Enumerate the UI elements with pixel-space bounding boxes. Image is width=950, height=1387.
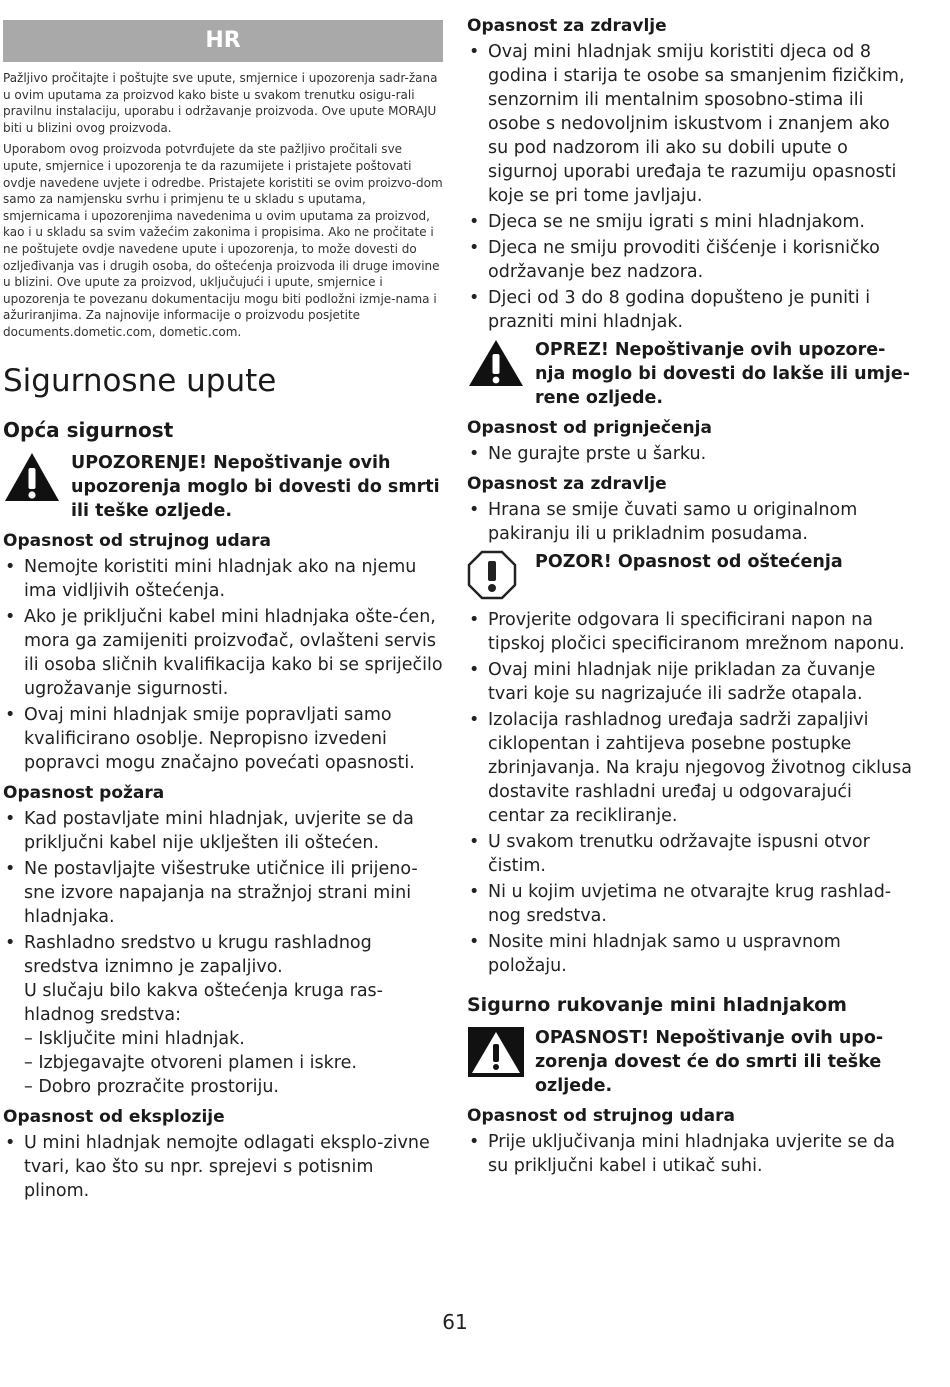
electric-shock-list (3, 555, 443, 775)
health-hazard-heading-2: Opasnost za zdravlje (467, 474, 667, 494)
warning-triangle-icon (3, 451, 65, 507)
list-item: • U mini hladnjak nemojte odlagati eksplo-zivne tvari, kao što su npr. sprejevi s potisnim plinom. (3, 1131, 443, 1203)
electric-shock-list-2 (467, 1130, 912, 1178)
language-bar: HR (3, 20, 443, 62)
list-item: • Ne postavljajte višestruke utičnice ili prijeno-sne izvore napajanja na stražnjoj strani mini hladnjaka. (3, 857, 443, 929)
health-hazard-list (467, 40, 912, 334)
list-item: • Ovaj mini hladnjak smiju koristiti djeca od 8 godina i starija te osobe sa smanjenim fizičkim, senzornim ili mentalnim sposobno-stima ili osobe s nedovoljnim iskustvom i znanjem ako su pod nadzorom ili ako su dobili upute o sigurnoj uporabi uređaja te razumiju opasnosti koje se pri tome javljaju. (467, 40, 912, 208)
caution-text: OPREZ! Nepoštivanje ovih upozore-nja moglo bi dovesti do lakše ili umje-rene ozljede. (535, 340, 910, 408)
electric-shock-heading-2: Opasnost od strujnog udara (467, 1106, 735, 1126)
fire-hazard-list (3, 807, 443, 1099)
danger-text: OPASNOST! Nepoštivanje ovih upo-zorenja dovest će do smrti ili teške ozljede. (535, 1028, 884, 1096)
list-item: • Provjerite odgovara li specificirani napon na tipskoj pločici specificiranom mrežnom naponu. (467, 608, 912, 656)
general-safety-heading: Opća sigurnost (3, 417, 174, 442)
notice-octagon-icon (467, 550, 529, 604)
dash-item: – Isključite mini hladnjak. (24, 1028, 245, 1049)
intro-paragraph-1: Pažljivo pročitajte i poštujte sve upute, smjernice i upozorenja sadr-žana u ovim uputama za proizvod kako biste u svakom trenutku osigu-rali pravilnu instalaciju, uporabu i održavanje proizvoda. Ove upute MORAJU biti u blizini ovog proizvoda. (3, 71, 438, 135)
health-hazard-heading: Opasnost za zdravlje (467, 16, 667, 36)
list-item: • Prije uključivanja mini hladnjaka uvjerite se da su priključni kabel i utikač suhi. (467, 1130, 912, 1178)
list-item: • Ako je priključni kabel mini hladnjaka ošte-ćen, mora ga zamijeniti proizvođač, ovlašteni servis ili osoba sličnih kvalifikacija kako bi se spriječilo ugrožavanje sigurnosti. (3, 605, 443, 701)
danger-triangle-icon (467, 1026, 529, 1082)
list-item: • Djeca ne smiju provoditi čišćenje i korisničko održavanje bez nadzora. (467, 236, 912, 284)
right-column (467, 0, 912, 1180)
list-item: • Kad postavljate mini hladnjak, uvjerite se da priključni kabel nije uklješten ili oštećen. (3, 807, 443, 855)
notice-list (467, 608, 912, 978)
list-item-text: • Rashladno sredstvo u krugu rashladnog sredstva iznimno je zapaljivo. (24, 932, 372, 977)
caution-triangle-icon (467, 338, 529, 392)
list-item (3, 931, 443, 1099)
crush-hazard-heading: Opasnost od prignječenja (467, 418, 712, 438)
fire-hazard-heading: Opasnost požara (3, 782, 165, 803)
danger-block (467, 1026, 912, 1098)
electric-shock-heading: Opasnost od strujnog udara (3, 530, 271, 551)
list-item: • Nosite mini hladnjak samo u uspravnom položaju. (467, 930, 912, 978)
safe-handling-heading: Sigurno rukovanje mini hladnjakom (467, 994, 847, 1016)
list-item-text: U slučaju bilo kakva oštećenja kruga ras-hladnog sredstva: (24, 980, 383, 1025)
warning-text: UPOZORENJE! Nepoštivanje ovih upozorenja moglo bi dovesti do smrti ili teške ozljede. (71, 452, 440, 521)
health-hazard-list-2 (467, 498, 912, 546)
list-item: • Djeci od 3 do 8 godina dopušteno je puniti i prazniti mini hladnjak. (467, 286, 912, 334)
crush-hazard-list (467, 442, 912, 466)
dash-item: – Dobro prozračite prostoriju. (24, 1076, 279, 1097)
notice-block (467, 550, 912, 604)
page-number: 61 (442, 1310, 468, 1334)
left-column (3, 0, 443, 1205)
intro-paragraph-2: Uporabom ovog proizvoda potvrđujete da ste pažljivo pročitali sve upute, smjernice i upozorenja te da razumijete i pristajete poštovati ovdje navedene uvjete i odredbe. Pristajete koristiti se ovim proizvo-dom samo za namjensku svrhu i primjenu te u skladu s uputama, smjernicama i upozorenjima navedenima u ovim uputama za proizvod, kao i u skladu sa svim važećim zakonima i propisima. Ako ne pročitate i ne poštujete ovdje navedene upute i upozorenja, to može dovesti do ozljeđivanja vas i drugih osoba, do oštećenja proizvoda ili druge imovine u blizini. Ove upute za proizvod, uključujući i upute, smjernice i upozorenja te povezanu dokumentaciju mogu biti podložni izmje-nama i ažuriranjima. Za najnovije informacije o proizvodu posjetite documents.dometic.com, dometic.com. (3, 142, 443, 339)
list-item: • Ni u kojim uvjetima ne otvarajte krug rashlad-nog sredstva. (467, 880, 912, 928)
page-title: Sigurnosne upute (3, 362, 277, 399)
list-item: • Ovaj mini hladnjak nije prikladan za čuvanje tvari koje su nagrizajuće ili sadrže otapala. (467, 658, 912, 706)
list-item: • Djeca se ne smiju igrati s mini hladnjakom. (467, 210, 912, 234)
caution-block (467, 338, 912, 410)
explosion-hazard-heading: Opasnost od eksplozije (3, 1106, 225, 1127)
explosion-hazard-list (3, 1131, 443, 1203)
dash-item: – Izbjegavajte otvoreni plamen i iskre. (24, 1052, 357, 1073)
list-item: • Nemojte koristiti mini hladnjak ako na njemu ima vidljivih oštećenja. (3, 555, 443, 603)
list-item: • Hrana se smije čuvati samo u originalnom pakiranju ili u prikladnim posudama. (467, 498, 912, 546)
list-item: • Ne gurajte prste u šarku. (467, 442, 912, 466)
warning-block (3, 451, 443, 523)
list-item: • Izolacija rashladnog uređaja sadrži zapaljivi ciklopentan i zahtijeva posebne postupke zbrinjavanja. Na kraju njegovog životnog ciklusa dostavite rashladni uređaj u odgovarajući centar za recikliranje. (467, 708, 912, 828)
list-item: • Ovaj mini hladnjak smije popravljati samo kvalificirano osoblje. Nepropisno izvedeni popravci mogu značajno povećati opasnosti. (3, 703, 443, 775)
list-item: • U svakom trenutku održavajte ispusni otvor čistim. (467, 830, 912, 878)
notice-text: POZOR! Opasnost od oštećenja (535, 552, 843, 572)
